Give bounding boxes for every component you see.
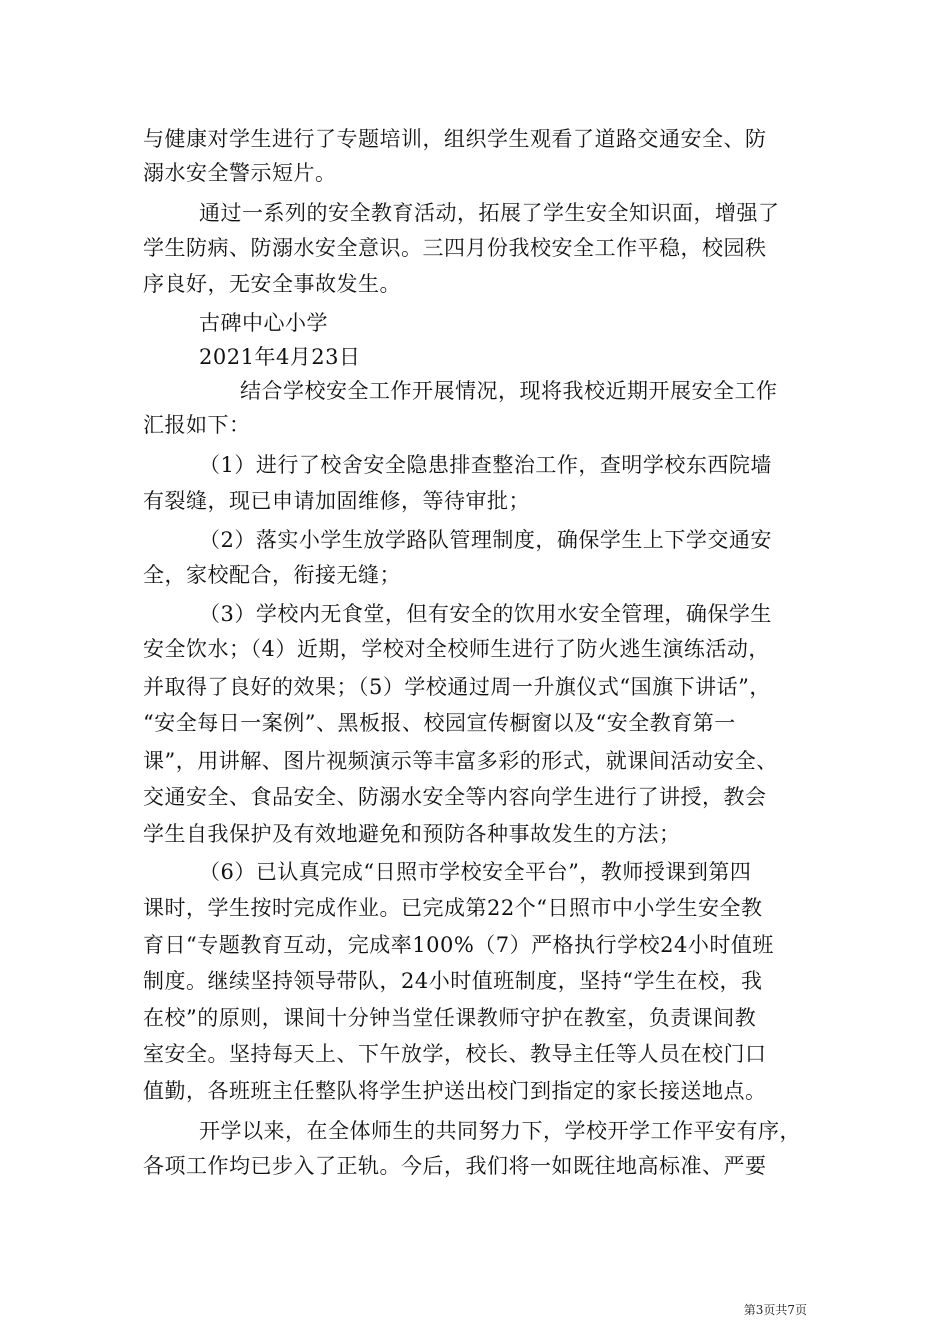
signature-date: 2021年4月23日 (199, 345, 361, 369)
text-line: （2）落实小学生放学路队管理制度，确保学生上下学交通安 (199, 528, 772, 552)
text-line: （3）学校内无食堂，但有安全的饮用水安全管理，确保学生 (199, 602, 772, 626)
text-line: 结合学校安全工作开展情况，现将我校近期开展安全工作 (240, 379, 778, 403)
text-line: 溺水安全警示短片。 (143, 161, 337, 185)
text-line: （1）进行了校舍安全隐患排查整治工作，查明学校东西院墙 (199, 453, 772, 477)
text-line: 各项工作均已步入了正轨。今后，我们将一如既往地高标准、严要 (143, 1154, 767, 1178)
text-line: 全，家校配合，衔接无缝； (143, 563, 401, 587)
text-line: 开学以来，在全体师生的共同努力下，学校开学工作平安有序， (199, 1119, 801, 1143)
text-line: 在校”的原则，课间十分钟当堂任课教师守护在教室，负责课间教 (143, 1006, 757, 1030)
text-line: 与健康对学生进行了专题培训，组织学生观看了道路交通安全、防 (143, 127, 767, 151)
text-line: 课时，学生按时完成作业。已完成第22个“日照市中小学生安全教 (143, 896, 763, 920)
text-line: 通过一系列的安全教育活动，拓展了学生安全知识面，增强了 (199, 201, 780, 225)
text-line: 学生防病、防溺水安全意识。三四月份我校安全工作平稳，校园秩 (143, 236, 767, 260)
text-line: （6）已认真完成“日照市学校安全平台”，教师授课到第四 (199, 860, 752, 884)
text-line: 制度。继续坚持领导带队，24小时值班制度，坚持“学生在校，我 (143, 969, 763, 993)
text-line: 学生自我保护及有效地避免和预防各种事故发生的方法； (143, 822, 681, 846)
text-line: 序良好，无安全事故发生。 (143, 272, 401, 296)
text-line: 交通安全、食品安全、防溺水安全等内容向学生进行了讲授，教会 (143, 785, 767, 809)
page-number: 第3页共7页 (743, 1303, 807, 1317)
signature-school: 古碑中心小学 (199, 311, 328, 335)
text-line: 安全饮水；（4）近期，学校对全校师生进行了防火逃生演练活动， (143, 637, 770, 661)
text-line: 有裂缝，现已申请加固维修，等待审批； (143, 489, 530, 513)
text-line: 室安全。坚持每天上、下午放学，校长、教导主任等人员在校门口 (143, 1042, 767, 1066)
text-line: “安全每日一案例”、黑板报、校园宣传橱窗以及“安全教育第一 (143, 711, 736, 735)
text-line: 值勤，各班班主任整队将学生护送出校门到指定的家长接送地点。 (143, 1079, 767, 1103)
text-line: 育日“专题教育互动，完成率100%（7）严格执行学校24小时值班 (143, 933, 774, 957)
text-line: 并取得了良好的效果；（5）学校通过周一升旗仪式“国旗下讲话”， (143, 675, 771, 699)
text-line: 课”，用讲解、图片视频演示等丰富多彩的形式，就课间活动安全、 (143, 749, 778, 773)
text-line: 汇报如下： (143, 413, 251, 437)
